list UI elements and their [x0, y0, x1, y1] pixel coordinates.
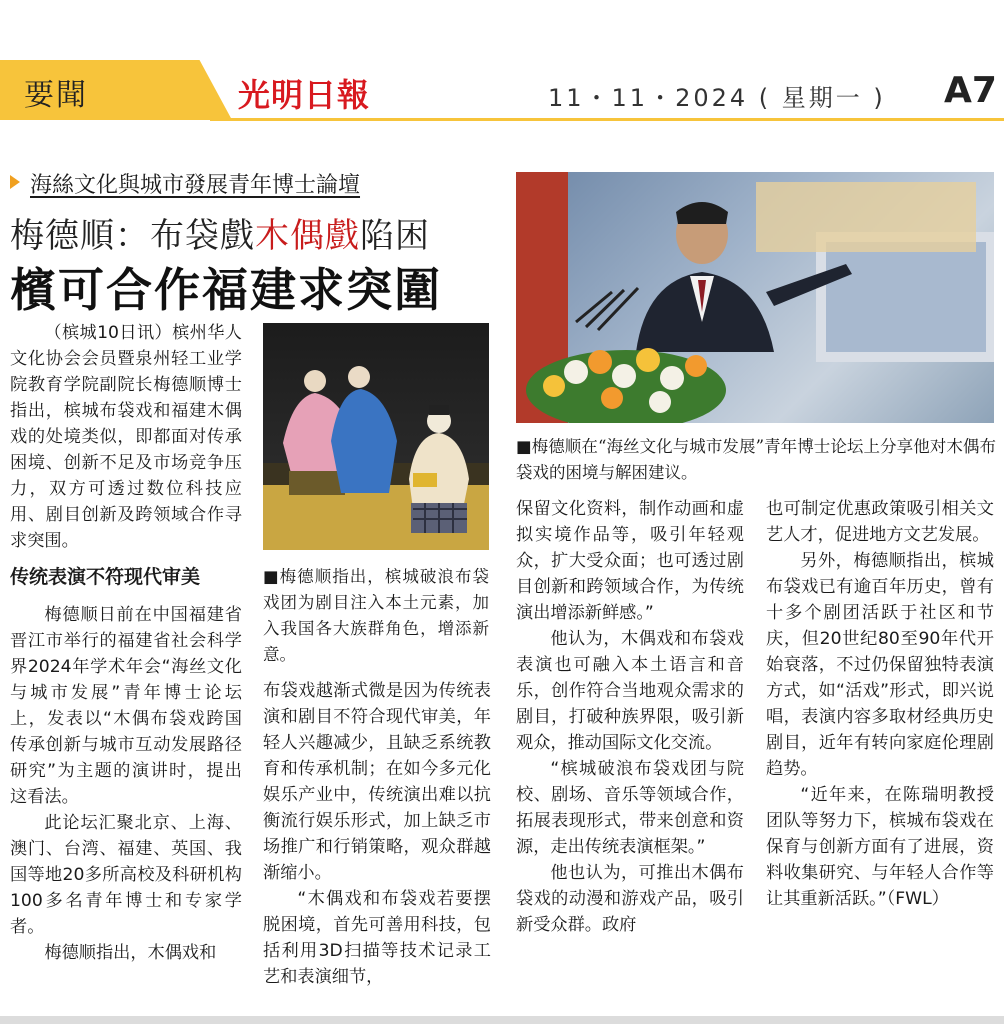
page-number: A7 — [944, 70, 997, 111]
puppet-illustration — [263, 323, 489, 550]
headline-part-b: 陷困 — [360, 216, 430, 256]
photo-caption-big: ■梅德顺在“海丝文化与城市发展”青年博士论坛上分享他对木偶布袋戏的困境与解困建议。 — [516, 437, 996, 482]
article-column-1 — [10, 320, 242, 966]
triangle-icon — [10, 175, 20, 189]
section-label: 要聞 — [24, 78, 88, 113]
paragraph: 梅德顺指出，木偶戏和 — [44, 943, 217, 963]
headline-part-a: 梅德順：布袋戲 — [10, 216, 255, 256]
paragraph: 也可制定优惠政策吸引相关文艺人才，促进地方文艺发展。 — [766, 499, 994, 545]
headline-highlight: 木偶戲 — [255, 216, 360, 256]
newspaper-name: 光明日報 — [238, 76, 371, 114]
puppet-photo — [263, 323, 489, 550]
paragraph: 保留文化资料，制作动画和虚拟实境作品等，吸引年轻观众，扩大受众面；也可透过剧目创新和跨领域合作，为传统演出增添新鲜感。” — [516, 499, 744, 623]
header-rule — [210, 118, 1004, 121]
photo-caption-small: ■梅德顺指出，槟城破浪布袋戏团为剧目注入本土元素，加入我国各大族群角色，增添新意。 — [263, 567, 489, 664]
paragraph: 梅德顺日前在中国福建省晋江市举行的福建省社会科学界2024年学术年会“海丝文化与城市发展”青年博士论坛上，发表以“木偶布袋戏跨国传承创新与城市互动发展路径研究”为主题的演讲时，提出这看法。 — [10, 605, 242, 807]
paragraph: 他认为，木偶戏和布袋戏表演也可融入本土语言和音乐，创作符合当地观众需求的剧目，打破种族界限，吸引新观众，推动国际文化交流。 — [516, 629, 744, 753]
kicker — [10, 168, 360, 199]
issue-date: 11・11・2024 ( 星期一 ) — [548, 84, 886, 112]
paragraph: 他也认为，可推出木偶布袋戏的动漫和游戏产品，吸引新受众群。政府 — [516, 863, 744, 935]
paragraph: “木偶戏和布袋戏若要摆脱困境，首先可善用科技，包括利用3D扫描等技术记录工艺和表演细节， — [263, 889, 491, 987]
page-header — [0, 56, 1004, 126]
paragraph: 此论坛汇聚北京、上海、澳门、台湾、福建、英国、我国等地20多所高校及科研机构100多名青年博士和专家学者。 — [10, 813, 242, 937]
speaker-photo — [516, 172, 994, 423]
article-column-4 — [766, 496, 994, 912]
article-column-3 — [516, 496, 744, 938]
article-column-2 — [263, 678, 491, 990]
paragraph: “槟城破浪布袋戏团与院校、剧场、音乐等领域合作，拓展表现形式，带来创意和资源，走出传统表演框架。” — [516, 759, 744, 857]
subheading: 传统表演不符现代审美 — [10, 566, 201, 588]
bottom-rule — [0, 1016, 1004, 1024]
paragraph: “近年来，在陈瑞明教授团队等努力下，槟城布袋戏在保育与创新方面有了进展，资料收集研究、与年轻人合作等让其重新活跃。”（FWL） — [766, 785, 994, 909]
kicker-text: 海絲文化與城市發展青年博士論壇 — [30, 173, 361, 198]
paragraph: 布袋戏越渐式微是因为传统表演和剧目不符合现代审美，年轻人兴趣减少，且缺乏系统教育和传承机制；在如今多元化娱乐产业中，传统演出难以抗衡流行娱乐形式，加上缺乏市场推广和行销策略，观众群越渐缩小。 — [263, 681, 491, 883]
speaker-illustration — [516, 172, 994, 423]
paragraph: 另外，梅德顺指出，槟城布袋戏已有逾百年历史，曾有十多个剧团活跃于社区和节庆，但20世纪80至90年代开始衰落，不过仍保留独特表演方式，如“活戏”形式，即兴说唱，表演内容多取材经典历史剧目，近年有转向家庭伦理剧趋势。 — [766, 551, 994, 779]
paragraph: （槟城10日讯）槟州华人文化协会会员暨泉州轻工业学院教育学院副院长梅德顺博士指出，槟城布袋戏和福建木偶戏的处境类似，即都面对传承困境、创新不足及市场竞争压力，双方可透过数位科技应用、剧目创新及跨领域合作寻求突围。 — [10, 323, 242, 551]
headline-main: 檳可合作福建求突圍 — [10, 263, 442, 317]
headline-line1 — [10, 208, 430, 257]
